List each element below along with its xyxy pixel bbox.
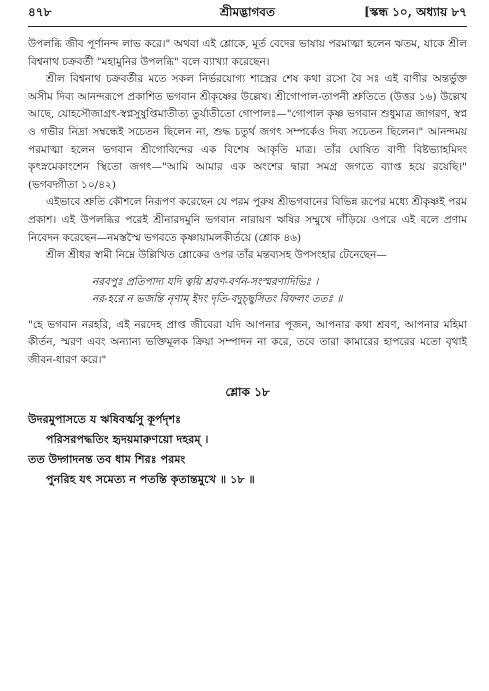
header-divider [28,26,467,27]
quoted-verse-line-2: নর-হরে ন ভজন্তি নৃণাম্ ইদং দৃতি-বদুচ্ছ্বসিতং বিফলং ততঃ ॥ [92,292,343,305]
paragraph-2: শ্রীল বিশ্বনাথ চক্রবর্তীর মতে সকল নির্ভরযোগ্য শাস্ত্রের শেষ কথা রসো বৈ সঃ এই বাণীর অন্তর্ভুক্ত অসীম দিব্য আনন্দরূপে প্রকাশিত ভগবান শ্রীকৃষ্ণের উল্লেখ। শ্রীগোপাল-তাপনী শ্রুতিতে (উত্তর ১৬) উল্লেখ আছে, যোহসৌজাগ্রৎ-স্বপ্নসুষুপ্তিমাতীত্য তুর্যাতীতো গোপালঃ—"গোপাল কৃষ্ণ ভগবান শুধুমাত্র জাগরণ, স্বপ্ন ও গভীর নিদ্রা সম্বন্ধেই সচেতন ছিলেন না, শুদ্ধ চতুর্থ জগৎ সম্পর্কেও দিব্য সচেতন ছিলেন।" আনন্দময় পরমাত্মা হলেন ভগবান শ্রীগোবিন্দের এক বিশেষ আকৃতি মাত্র। তাঁর ঘোষিত বাণী বিষ্টভ্যাহমিদং কৃৎস্নমেকাংশেন স্থিতো জগৎ—"আমি আমার এক অংশের দ্বারা সমগ্র জগতে ব্যাপ্ত হয়ে রয়েছি।" (ভগবদ্গীতা ১০/৪২) [28,73,467,191]
shloka-line-2: পরিসরপদ্ধতিং হৃদয়মারুণয়ো দহরম্ । [46,432,209,447]
paragraph-3: এইভাবে শ্রুতি কৌশলে নিরূপণ করেছেন যে পরম পুরুষ শ্রীভগবানের বিভিন্ন রূপের মধ্যে শ্রীকৃষ্ণই পরম প্রকাশ। এই উপলব্ধির পরেই শ্রীনারদমুনি ভগবান নারায়ণ ঋষির সম্মুখে দাঁড়িয়ে ওপরে এই বলে প্রণাম নিবেদন করেছেন—নমস্তস্মৈ ভগবতে কৃষ্ণায়ামলকীর্তয়ে (শ্লোক ৪৬) [28,196,467,244]
translation-paragraph: "হে ভগবান নরহরি, এই নরদেহ প্রাপ্ত জীবেরা যদি আপনার পূজন, আপনার কথা শ্রবণ, আপনার মহিমা কীর্তন, স্মরণ এবং অন্যান্য ভক্তিমূলক ক্রিয়া সম্পাদন না করে, তবে তারা কামারের হাপরের মতো বৃথাই জীবন-ধারণ করে।" [28,318,467,366]
book-title: শ্রীমদ্ভাগবত [219,5,275,19]
paragraph-4: শ্রীল শ্রীধর স্বামী নিম্নে উল্লিখিত শ্লোকের ওপর তাঁর মন্তব্যসহ উপসংহার টেনেছেন— [46,249,387,262]
quoted-verse-line-1: নরবপুঃ প্রতিপাদ্য যদি ত্বয়ি শ্রবণ-বর্ণন-সংস্মরণাদিভিঃ । [92,275,319,288]
shloka-line-4: পুনরিহ যৎ সমেত্য ন পতন্তি কৃতান্তমুখে ॥ ১৮ ॥ [46,472,255,487]
paragraph-1: উপলব্ধি জীব পূর্ণানন্দ লাভ করে।" অথবা এই শ্লোকে, মূর্ত বেদের ভাষায় পরমাত্মা হলেন ঋতম, যাকে শ্রীল বিশ্বনাথ চক্রবর্তী "মহামুনির উপলব্ধি" বলে ব্যাখ্যা করেছেন। [28,38,467,68]
page-number: ৪৭৮ [28,5,52,19]
shloka-line-1: উদরমুপাসতে য ঋষিবর্ত্মসু কূর্পদৃশঃ [28,412,182,427]
shloka-heading: শ্লোক ১৮ [225,384,270,399]
chapter-reference: [স্কন্ধ ১০, অধ্যায় ৮৭ [364,5,467,19]
page-header [28,4,467,26]
page-body [28,36,467,489]
quoted-verse [92,274,467,308]
shloka-line-3: তত উদ্গাদনন্ত তব ধাম শিরঃ পরমং [28,452,186,467]
